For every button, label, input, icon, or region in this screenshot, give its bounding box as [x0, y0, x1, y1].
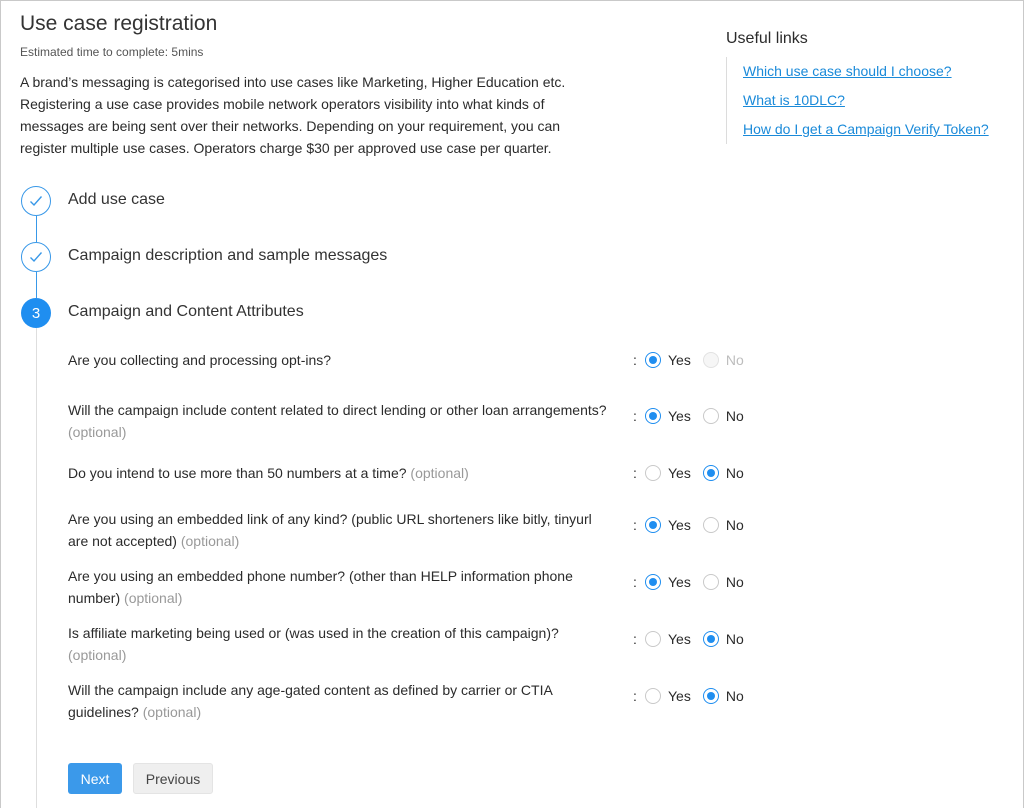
answer-embedded-phone	[633, 571, 744, 593]
answer-colon: :	[633, 465, 637, 481]
radio-label: No	[725, 352, 744, 368]
radio-button[interactable]	[645, 631, 661, 647]
optional-tag: (optional)	[68, 647, 127, 663]
question-text: Are you collecting and processing opt-ins?	[68, 352, 332, 368]
question-embedded-phone	[68, 565, 608, 609]
radio-no-affiliate-marketing[interactable]	[703, 631, 744, 647]
optional-tag: (optional)	[410, 465, 469, 481]
radio-button[interactable]	[645, 688, 661, 704]
next-button[interactable]: Next	[68, 763, 122, 794]
optional-tag: (optional)	[142, 704, 202, 720]
answer-direct-lending	[633, 405, 744, 427]
answer-colon: :	[633, 631, 637, 647]
answer-50-numbers	[633, 462, 744, 484]
answer-opt-ins	[633, 349, 744, 371]
radio-no-age-gated[interactable]	[703, 688, 744, 704]
radio-no-direct-lending[interactable]	[703, 408, 744, 424]
link-what-is-10dlc[interactable]: What is 10DLC?	[743, 92, 845, 108]
radio-button[interactable]	[703, 688, 719, 704]
radio-label: No	[725, 631, 744, 647]
answer-colon: :	[633, 517, 637, 533]
radio-label: Yes	[668, 631, 691, 647]
check-icon	[29, 195, 43, 207]
radio-button[interactable]	[703, 517, 719, 533]
radio-button	[703, 352, 719, 368]
question-text: Are you using an embedded link of any kind? (public URL shorteners like bitly, tinyurl are not accepted)	[68, 511, 592, 549]
radio-yes-50-numbers[interactable]	[645, 465, 691, 481]
answer-affiliate-marketing	[633, 628, 744, 650]
step-2-indicator	[21, 242, 51, 272]
radio-label: No	[725, 517, 744, 533]
radio-label: No	[725, 408, 744, 424]
step-2-label[interactable]: Campaign description and sample messages	[68, 247, 388, 264]
question-text: Is affiliate marketing being used or (was used in the creation of this campaign)?	[68, 625, 559, 641]
question-text: Will the campaign include content related to direct lending or other loan arrangements?	[68, 402, 607, 418]
estimated-time: Estimated time to complete: 5mins	[20, 45, 204, 59]
radio-label: Yes	[668, 408, 691, 424]
radio-yes-affiliate-marketing[interactable]	[645, 631, 691, 647]
radio-label: Yes	[668, 352, 691, 368]
radio-no-embedded-phone[interactable]	[703, 574, 744, 590]
optional-tag: (optional)	[124, 590, 183, 606]
radio-yes-age-gated[interactable]	[645, 688, 691, 704]
answer-colon: :	[633, 408, 637, 424]
page-description: A brand’s messaging is categorised into use cases like Marketing, Higher Education etc. Registering a use case provides mobile network operators visibility into what kinds of messages are being sent over their networks. Depending on your requirement, you can register multiple use cases. Operators charge $30 per approved use case per quarter.	[20, 74, 566, 156]
radio-yes-embedded-phone[interactable]	[645, 574, 691, 590]
step-1-label[interactable]: Add use case	[68, 191, 165, 208]
radio-button[interactable]	[703, 574, 719, 590]
link-which-use-case[interactable]: Which use case should I choose?	[743, 63, 952, 79]
check-icon	[29, 251, 43, 263]
answer-colon: :	[633, 688, 637, 704]
useful-links-title: Useful links	[726, 30, 808, 47]
radio-button[interactable]	[703, 631, 719, 647]
step-connector	[36, 272, 37, 298]
radio-yes-embedded-link[interactable]	[645, 517, 691, 533]
question-age-gated	[68, 679, 608, 723]
previous-button[interactable]: Previous	[133, 763, 213, 794]
radio-button[interactable]	[645, 517, 661, 533]
radio-button[interactable]	[645, 408, 661, 424]
step-1-indicator	[21, 186, 51, 216]
question-direct-lending	[68, 399, 608, 443]
question-affiliate-marketing	[68, 622, 608, 666]
useful-links-panel	[726, 30, 1016, 144]
radio-label: Yes	[668, 688, 691, 704]
answer-colon: :	[633, 352, 637, 368]
radio-yes-direct-lending[interactable]	[645, 408, 691, 424]
question-50-numbers	[68, 462, 608, 484]
radio-label: Yes	[668, 465, 691, 481]
radio-button[interactable]	[703, 408, 719, 424]
answer-embedded-link	[633, 514, 744, 536]
radio-button[interactable]	[703, 465, 719, 481]
step-3-label: Campaign and Content Attributes	[68, 303, 304, 320]
question-text: Do you intend to use more than 50 numbers at a time?	[68, 465, 407, 481]
step-connector	[36, 216, 37, 242]
question-embedded-link	[68, 508, 608, 552]
radio-no-embedded-link[interactable]	[703, 517, 744, 533]
link-campaign-verify-token[interactable]: How do I get a Campaign Verify Token?	[743, 121, 989, 137]
optional-tag: (optional)	[180, 533, 240, 549]
question-opt-ins	[68, 349, 608, 371]
optional-tag: (optional)	[68, 424, 127, 440]
radio-label: Yes	[668, 574, 691, 590]
radio-button[interactable]	[645, 465, 661, 481]
radio-button[interactable]	[645, 574, 661, 590]
radio-yes-opt-ins[interactable]	[645, 352, 691, 368]
step-content-rail	[36, 328, 37, 808]
page-title: Use case registration	[20, 12, 218, 35]
answer-age-gated	[633, 685, 744, 707]
question-text: Are you using an embedded phone number? (other than HELP information phone number)	[68, 568, 573, 606]
radio-label: No	[725, 688, 744, 704]
radio-label: No	[725, 465, 744, 481]
step-3-indicator: 3	[21, 298, 51, 328]
useful-links-list	[726, 57, 1016, 144]
question-text: Will the campaign include any age-gated content as defined by carrier or CTIA guidelines?	[68, 682, 553, 720]
radio-no-50-numbers[interactable]	[703, 465, 744, 481]
radio-button[interactable]	[645, 352, 661, 368]
radio-label: No	[725, 574, 744, 590]
radio-no-opt-ins	[703, 352, 744, 368]
answer-colon: :	[633, 574, 637, 590]
radio-label: Yes	[668, 517, 691, 533]
